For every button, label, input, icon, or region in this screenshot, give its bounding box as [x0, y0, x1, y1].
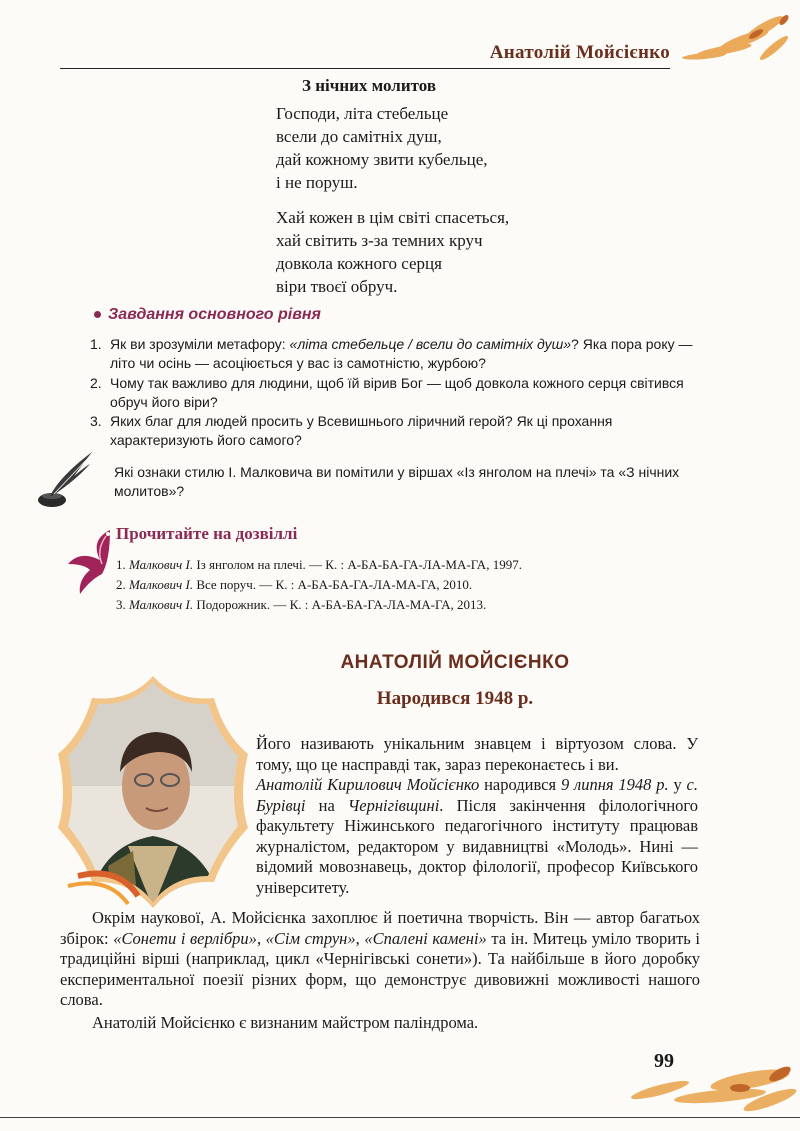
- question-text: Чому так важливо для людини, щоб їй вірив Бог — щоб довкола кожного серця світився обруч його віри?: [110, 375, 684, 410]
- running-header-author: Анатолій Мойсієнко: [489, 42, 670, 63]
- ref-title: Подорожник. — К. : А-БА-БА-ГА-ЛА-МА-ГА, 2013.: [193, 597, 487, 612]
- ref-author: Малкович І.: [129, 557, 194, 572]
- question-quote: «літа стебельце / всели до самітніх душ»: [289, 336, 572, 352]
- poem-line: довкола кожного серця: [276, 254, 442, 273]
- question-3: [90, 412, 700, 450]
- birth-region: Чернігівщині: [347, 795, 440, 815]
- author-portrait: [58, 676, 248, 908]
- poem-line: всели до самітніх душ,: [276, 127, 442, 146]
- tasks-heading: Завдання основного рівня: [108, 306, 321, 323]
- paragraph-text: ,: [256, 928, 266, 948]
- wheat-ornament-icon: [600, 1050, 800, 1120]
- author-paragraph-3: [60, 908, 700, 1011]
- paragraph-text: на: [305, 795, 348, 815]
- author-full-name: Анатолій Кирилович Мойсієнко: [256, 775, 480, 794]
- question-number: 1.: [90, 336, 102, 352]
- reading-heading: Прочитайте на дозвіллі: [116, 524, 298, 543]
- question-number: 3.: [90, 413, 102, 429]
- paragraph-text: Його називають унікальним знавцем і віртуозом слова. У тому, що це насправді так, зараз переконаєтесь і ви.: [256, 734, 698, 774]
- footer-rule: [0, 1117, 800, 1118]
- paragraph-text: ,: [355, 928, 365, 948]
- birth-place: с. Бурівці: [256, 775, 698, 815]
- poem-line: Господи, літа стебельце: [276, 104, 449, 123]
- ref-author: Малкович І.: [129, 577, 194, 592]
- poem-line: і не поруш.: [276, 173, 358, 192]
- paragraph-text: та ін. Митець уміло творить і традиційні вірші (наприклад, цикл «Чернігівські сонети»). Та найбільше в його доробку експериментальної поезії різних форм, що демонструє дивовижні можливості нашого слова.: [60, 928, 700, 1009]
- question-text: Як ви зрозуміли метафору:: [110, 336, 290, 352]
- poem-line: хай світить з-за темних круч: [276, 231, 483, 250]
- ref-title: Із янголом на плечі. — К. : А-БА-БА-ГА-ЛА-МА-ГА, 1997.: [193, 557, 522, 572]
- poem-line: віри твоєї обруч.: [276, 277, 398, 296]
- paragraph-text: народився: [479, 775, 561, 794]
- poem-line: дай кожному звити кубельце,: [276, 150, 488, 169]
- question-text: ? Яка пора року — літо чи осінь — асоціюється у вас із самотністю, журбою?: [110, 336, 693, 371]
- bullet-icon: [94, 311, 101, 318]
- author-heading: АНАТОЛІЙ МОЙСІЄНКО: [340, 652, 570, 673]
- paragraph-text: . Після закінчення філологічного факультету Ніжинського педагогічного інституту працював журналістом, редактором у видавництві «Молодь». Нині — відомий мовознавець, доктор філології, професор Київського університету.: [256, 795, 699, 897]
- ref-title: Все поруч. — К. : А-БА-БА-ГА-ЛА-МА-ГА, 2010.: [193, 577, 473, 592]
- paragraph-text: у: [668, 775, 687, 794]
- bird-ornament-icon: [60, 520, 120, 600]
- book-title: «Спалені камені»: [364, 928, 487, 948]
- book-title: «Сонети і верлібри»: [113, 928, 257, 948]
- author-born: Народився 1948 р.: [376, 688, 534, 709]
- question-text: Яких благ для людей просить у Всевишнього ліричний герой? Як ці прохання характеризують його самого?: [110, 413, 613, 448]
- question-number: 2.: [90, 375, 102, 391]
- author-paragraph-1: [256, 734, 698, 775]
- poem-title: З нічних молитов: [302, 76, 437, 95]
- reading-item-1: [116, 556, 522, 574]
- reading-item-2: [116, 576, 472, 594]
- page-number: 99: [654, 1050, 674, 1072]
- paragraph-text: Окрім наукової, А. Мойсієнка захоплює й поетична творчість. Він — автор багатьох збірок:: [60, 908, 700, 948]
- ref-author: Малкович І.: [129, 597, 194, 612]
- question-1: [90, 335, 700, 373]
- ref-number: 3.: [116, 597, 126, 612]
- ref-number: 2.: [116, 577, 126, 592]
- style-question: Які ознаки стилю І. Малковича ви помітили у віршах «Із янголом на плечі» та «З нічних молитов»?: [114, 464, 680, 499]
- question-2: [90, 374, 700, 412]
- birth-date: 9 липня 1948 р.: [560, 775, 669, 794]
- poem-stanza-2: [276, 206, 509, 298]
- quill-ink-icon: [30, 446, 100, 516]
- ref-number: 1.: [116, 557, 126, 572]
- poem-line: Хай кожен в цім світі спасеться,: [276, 208, 510, 227]
- author-paragraph-2: [256, 775, 698, 898]
- author-paragraph-4: [60, 1013, 700, 1034]
- book-title: «Сім струн»: [265, 928, 356, 948]
- paragraph-text: Анатолій Мойсієнко є визнаним майстром паліндрома.: [92, 1013, 479, 1032]
- poem-stanza-1: [276, 102, 488, 194]
- header-rule: [60, 68, 670, 69]
- reading-item-3: [116, 596, 486, 614]
